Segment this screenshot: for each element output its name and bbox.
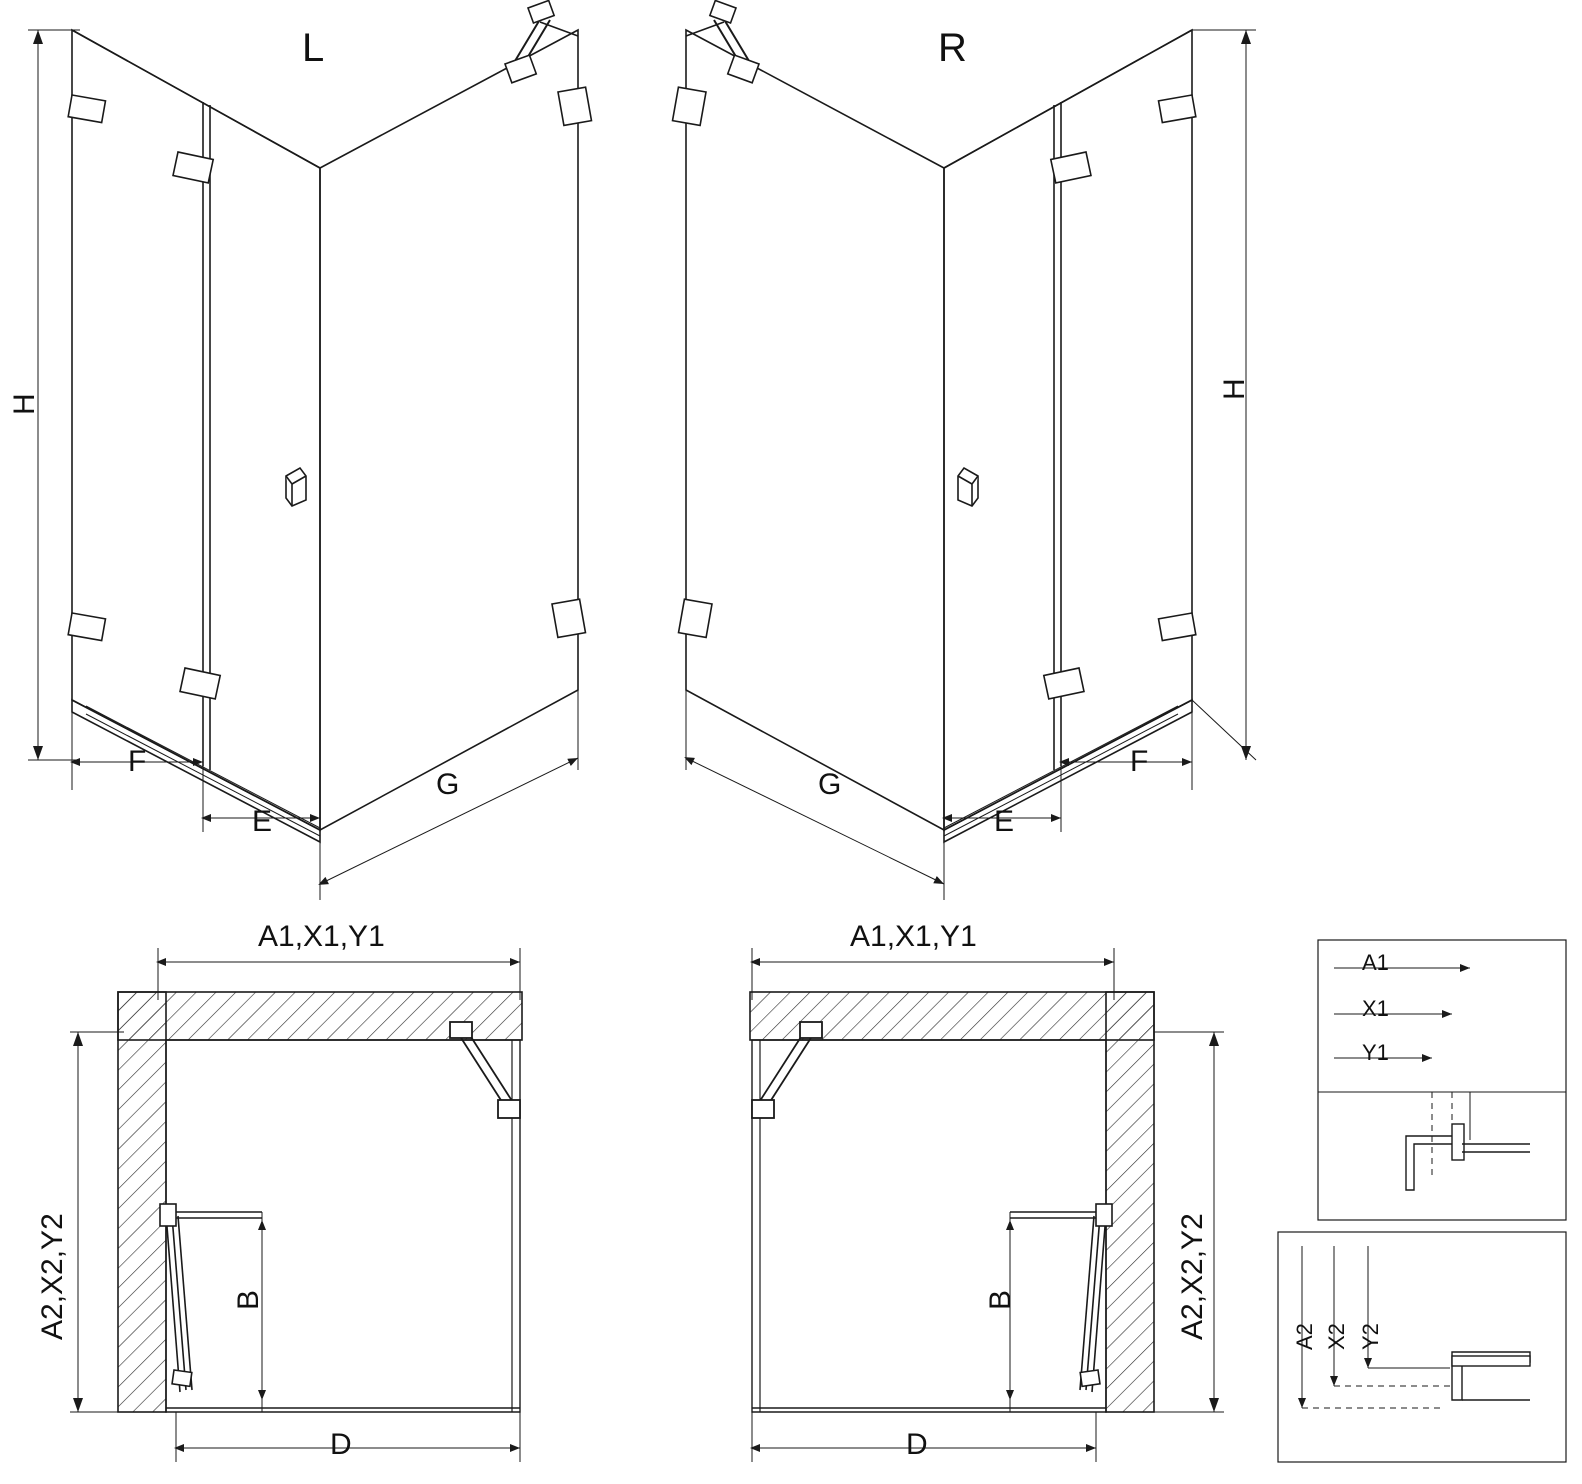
door-knob: [958, 468, 978, 506]
iso-right-e-label: E: [994, 805, 1015, 838]
hinge: [173, 152, 220, 699]
hinge: [673, 87, 1196, 699]
iso-left-enclosure: [28, 0, 1566, 1462]
detail-top: [1318, 940, 1566, 1220]
iso-right-enclosure: [686, 30, 1192, 842]
detail-bottom: [1278, 1232, 1566, 1462]
iso-right-f-label: F: [1130, 745, 1149, 778]
plan-right-side-dim-label: A2,X2,Y2: [1176, 1213, 1209, 1340]
detail-bottom-label-y2: Y2: [1358, 1323, 1383, 1350]
plan-right-b-label: B: [984, 1289, 1017, 1310]
hinge: [552, 87, 591, 637]
door-knob: [286, 468, 306, 506]
plan-left: [70, 948, 522, 1462]
plan-right-top-dim-label: A1,X1,Y1: [850, 920, 977, 953]
plan-left-side-dim-label: A2,X2,Y2: [36, 1213, 69, 1340]
plan-left-d-label: D: [330, 1428, 352, 1461]
iso-left-height-label: H: [8, 393, 41, 415]
iso-left-g-label: G: [436, 768, 460, 801]
stabilizer-bar: [686, 0, 759, 82]
detail-top-label-y1: Y1: [1362, 1040, 1389, 1065]
iso-right-height-label: H: [1218, 378, 1251, 400]
detail-top-label-x1: X1: [1362, 996, 1389, 1021]
iso-right-bottom-dimensions: [686, 690, 1192, 900]
detail-bottom-label-a2: A2: [1292, 1323, 1317, 1350]
iso-left-e-label: E: [252, 805, 273, 838]
hinge: [68, 95, 105, 641]
iso-right-title: R: [938, 26, 967, 70]
plan-right: [750, 948, 1224, 1462]
iso-left-title: L: [302, 26, 325, 70]
detail-top-label-a1: A1: [1362, 950, 1389, 975]
iso-right-g-label: G: [818, 768, 842, 801]
plan-left-b-label: B: [232, 1289, 265, 1310]
iso-left-f-label: F: [128, 745, 147, 778]
iso-left-bottom-dimensions: [72, 690, 578, 900]
plan-right-d-label: D: [906, 1428, 928, 1461]
plan-left-top-dim-label: A1,X1,Y1: [258, 920, 385, 953]
detail-bottom-label-x2: X2: [1324, 1323, 1349, 1350]
stabilizer-bar: [505, 0, 578, 82]
